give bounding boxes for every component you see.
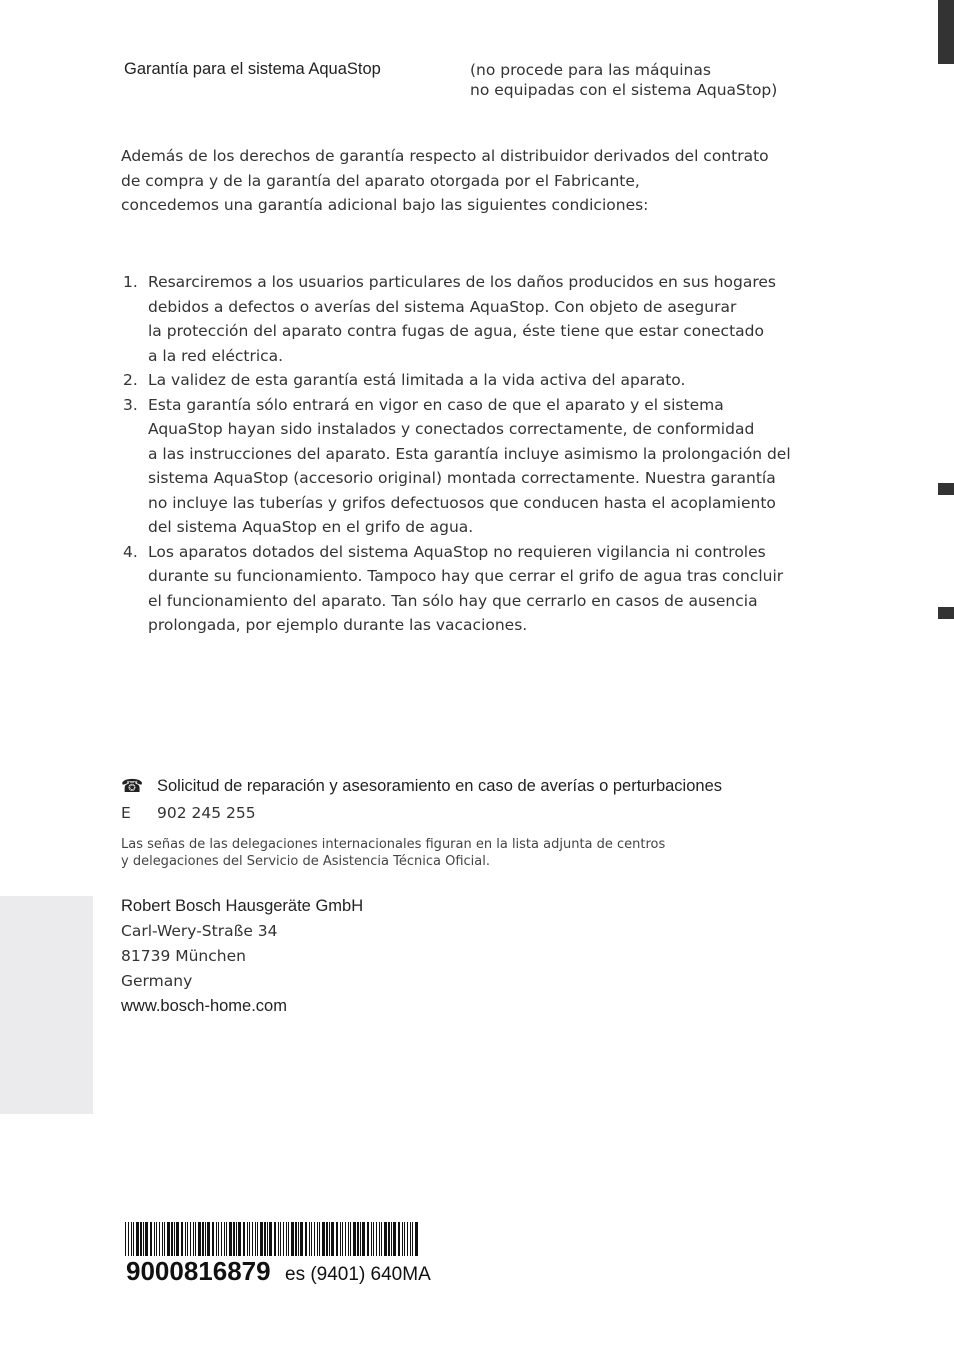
barcode-bar: [236, 1222, 237, 1256]
condition-line: durante su funcionamiento. Tampoco hay que cerrar el grifo de agua tras concluir: [148, 567, 784, 585]
intro-line: de compra y de la garantía del aparato otorgada por el Fabricante,: [121, 171, 640, 190]
condition-line: el funcionamiento del aparato. Tan sólo hay que cerrarlo en casos de ausencia: [148, 591, 758, 610]
condition-item: [121, 540, 811, 638]
barcode-bar: [216, 1222, 217, 1256]
barcode-bar: [267, 1222, 268, 1256]
barcode-bar: [128, 1222, 129, 1256]
barcode-number: 9000816879: [126, 1256, 271, 1286]
barcode-bar: [150, 1222, 152, 1256]
barcode-bar: [329, 1222, 330, 1256]
delegations-note-line: Las señas de las delegaciones internacionales figuran en la lista adjunta de centros: [121, 837, 666, 852]
header-note-line: (no procede para las máquinas: [470, 61, 711, 79]
barcode-bar: [388, 1222, 390, 1256]
condition-line: la protección del aparato contra fugas de agua, éste tiene que estar conectado: [148, 322, 764, 340]
barcode-bar: [145, 1222, 148, 1256]
document-code: es (9401) 640MA: [285, 1264, 431, 1285]
barcode-bar: [298, 1222, 299, 1256]
barcode-bar: [274, 1222, 276, 1256]
barcode-bar: [247, 1222, 248, 1256]
city: 81739 München: [121, 947, 246, 965]
barcode-bar: [311, 1222, 312, 1256]
barcode-bar: [156, 1222, 157, 1256]
condition-line: Esta garantía sólo entrará en vigor en caso de que el aparato y el sistema: [148, 395, 724, 414]
barcode-bar: [221, 1222, 222, 1256]
barcode-bar: [140, 1222, 142, 1256]
barcode-bar: [336, 1222, 338, 1256]
barcode-bar: [348, 1222, 349, 1256]
barcode-bar: [379, 1222, 380, 1256]
barcode-bar: [309, 1222, 310, 1256]
barcode-bar: [190, 1222, 191, 1256]
barcode-bar: [412, 1222, 413, 1256]
edge-tab-marker: [938, 0, 954, 64]
condition-line: Los aparatos dotados del sistema AquaStop no requieren vigilancia ni controles: [148, 542, 766, 561]
company-name: Robert Bosch Hausgeräte GmbH: [121, 897, 364, 915]
barcode-bar: [233, 1222, 235, 1256]
barcode-bar: [218, 1222, 219, 1256]
barcode-bar: [133, 1222, 134, 1256]
barcode-bar: [238, 1222, 241, 1256]
barcode-bar: [181, 1222, 183, 1256]
barcode-bar: [207, 1222, 210, 1256]
barcode-bar: [288, 1222, 289, 1256]
barcode-bar: [243, 1222, 245, 1256]
barcode-bar: [278, 1222, 279, 1256]
barcode-bar: [367, 1222, 369, 1256]
barcode-bar: [252, 1222, 253, 1256]
barcode-bar: [205, 1222, 206, 1256]
barcode-bar: [187, 1222, 188, 1256]
barcode-bar: [402, 1222, 403, 1256]
delegations-note: [121, 836, 665, 870]
barcode-bar: [226, 1222, 227, 1256]
header-note-line: no equipadas con el sistema AquaStop): [470, 81, 778, 99]
barcode-bar: [195, 1222, 196, 1256]
service-heading: Solicitud de reparación y asesoramiento en caso de averías o perturbaciones: [157, 777, 722, 795]
page-title: Garantía para el sistema AquaStop: [124, 60, 381, 78]
barcode-bar: [371, 1222, 372, 1256]
barcode-bar: [269, 1222, 272, 1256]
barcode-bar: [185, 1222, 186, 1256]
condition-item: [121, 393, 811, 540]
barcode-bar: [384, 1222, 387, 1256]
condition-item: [121, 368, 811, 393]
barcode-bar: [350, 1222, 351, 1256]
barcode-bar: [125, 1222, 126, 1256]
barcode-bar: [164, 1222, 165, 1256]
condition-item: [121, 270, 811, 368]
barcode-bar: [362, 1222, 365, 1256]
edge-index-marker: [938, 483, 954, 495]
barcode-bar: [317, 1222, 318, 1256]
condition-line: del sistema AquaStop en el grifo de agua.: [148, 518, 474, 536]
barcode-bar: [373, 1222, 374, 1256]
condition-line: prolongada, por ejemplo durante las vacaciones.: [148, 616, 528, 634]
barcode-bar: [193, 1222, 194, 1256]
condition-number: 4.: [123, 542, 138, 561]
service-phone-number: 902 245 255: [157, 804, 256, 822]
barcode-bar: [393, 1222, 396, 1256]
condition-line: a las instrucciones del aparato. Esta garantía incluye asimismo la prolongación del: [148, 444, 791, 463]
barcode-bar: [176, 1222, 179, 1256]
barcode-bar: [198, 1222, 201, 1256]
barcode-bar: [159, 1222, 160, 1256]
barcode-bar: [255, 1222, 256, 1256]
condition-line: a la red eléctrica.: [148, 346, 284, 365]
barcode-bar: [322, 1222, 325, 1256]
barcode-bar: [249, 1222, 250, 1256]
barcode-bar: [264, 1222, 266, 1256]
website-link[interactable]: www.bosch-home.com: [121, 997, 287, 1015]
condition-number: 1.: [123, 273, 138, 291]
barcode-bar: [136, 1222, 139, 1256]
barcode-bar: [202, 1222, 204, 1256]
barcode-bar: [257, 1222, 258, 1256]
condition-number: 2.: [123, 371, 138, 389]
edge-index-marker: [938, 607, 954, 619]
header-note: [470, 60, 777, 100]
barcode-bar: [131, 1222, 132, 1256]
barcode-bar: [229, 1222, 232, 1256]
barcode-bar: [295, 1222, 297, 1256]
condition-line: La validez de esta garantía está limitada a la vida activa del aparato.: [148, 371, 686, 389]
barcode-bar: [381, 1222, 382, 1256]
barcode-bar: [340, 1222, 341, 1256]
country: Germany: [121, 972, 193, 990]
intro-line: Además de los derechos de garantía respecto al distribuidor derivados del contrato: [121, 147, 769, 165]
side-shaded-panel: [0, 896, 93, 1114]
condition-line: debidos a defectos o averías del sistema AquaStop. Con objeto de asegurar: [148, 297, 737, 316]
barcode-bar: [331, 1222, 334, 1256]
barcode-bar: [224, 1222, 225, 1256]
manufacturer-address: [121, 894, 363, 1019]
barcode: [125, 1222, 421, 1256]
intro-paragraph: [121, 144, 821, 218]
barcode-bar: [415, 1222, 418, 1256]
barcode-bar: [154, 1222, 155, 1256]
barcode-bar: [353, 1222, 356, 1256]
condition-line: AquaStop hayan sido instalados y conectados correctamente, de conformidad: [148, 420, 755, 438]
barcode-bar: [398, 1222, 400, 1256]
telephone-icon: ☎: [121, 776, 144, 797]
barcode-bar: [326, 1222, 328, 1256]
barcode-bar: [305, 1222, 307, 1256]
barcode-bar: [391, 1222, 392, 1256]
barcode-bar: [410, 1222, 411, 1256]
barcode-bar: [407, 1222, 408, 1256]
street: Carl-Wery-Straße 34: [121, 922, 278, 940]
barcode-bar: [357, 1222, 359, 1256]
condition-line: Resarciremos a los usuarios particulares de los daños producidos en sus hogares: [148, 273, 776, 291]
barcode-bar: [260, 1222, 263, 1256]
barcode-bar: [404, 1222, 405, 1256]
barcode-bar: [286, 1222, 287, 1256]
barcode-bar: [171, 1222, 173, 1256]
barcode-bar: [360, 1222, 361, 1256]
barcode-bar: [162, 1222, 163, 1256]
barcode-bar: [319, 1222, 320, 1256]
barcode-bar: [167, 1222, 170, 1256]
barcode-bar: [212, 1222, 214, 1256]
barcode-bar: [143, 1222, 144, 1256]
barcode-bar: [300, 1222, 303, 1256]
intro-line: concedemos una garantía adicional bajo las siguientes condiciones:: [121, 196, 649, 214]
condition-line: no incluye las tuberías y grifos defectuosos que conducen hasta el acoplamiento: [148, 493, 776, 512]
country-code: E: [121, 804, 131, 822]
barcode-bar: [342, 1222, 343, 1256]
condition-number: 3.: [123, 395, 138, 414]
condition-line: sistema AquaStop (accesorio original) montada correctamente. Nuestra garantía: [148, 469, 776, 487]
barcode-bar: [345, 1222, 346, 1256]
barcode-bar: [174, 1222, 175, 1256]
barcode-bar: [283, 1222, 284, 1256]
delegations-note-line: y delegaciones del Servicio de Asistencia Técnica Oficial.: [121, 854, 490, 869]
conditions-list: [121, 270, 811, 638]
barcode-bar: [280, 1222, 281, 1256]
barcode-bar: [314, 1222, 315, 1256]
barcode-bar: [291, 1222, 294, 1256]
barcode-bar: [376, 1222, 377, 1256]
